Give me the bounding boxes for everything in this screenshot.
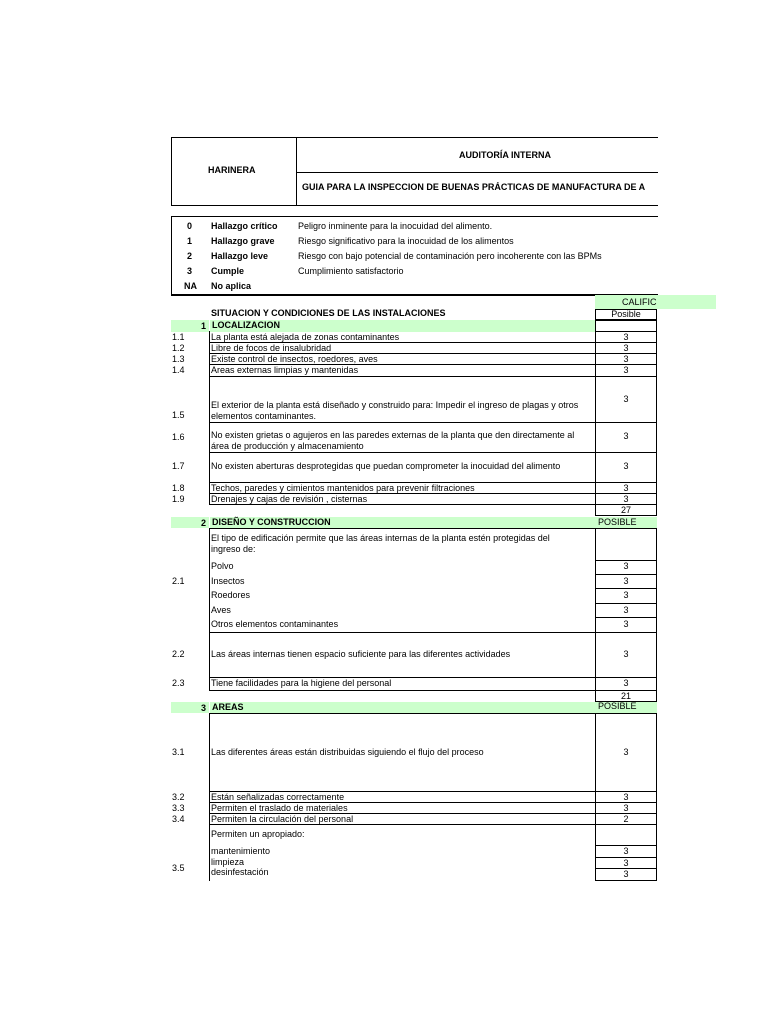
- section-number: 1: [201, 321, 207, 331]
- legend-label: Hallazgo leve: [211, 251, 269, 261]
- row-value: 3: [623, 576, 629, 586]
- row-value: 3: [623, 858, 629, 868]
- row-value: 3: [623, 590, 629, 600]
- row-text: Existe control de insectos, roedores, aves: [211, 354, 378, 364]
- row-text: desinfestación: [211, 867, 269, 877]
- row-value: 3: [623, 803, 629, 813]
- section-posible: POSIBLE: [598, 517, 637, 527]
- row-text: Roedores: [211, 590, 251, 600]
- posible-blank-cell: [595, 320, 657, 332]
- legend-code: 2: [187, 251, 193, 261]
- row-number: 3.2: [172, 792, 185, 802]
- section-total: 21: [620, 691, 631, 701]
- row-number: 1.3: [172, 354, 185, 364]
- section-posible: POSIBLE: [598, 701, 637, 711]
- row-value: 3: [623, 343, 629, 353]
- section-number: 2: [201, 518, 207, 528]
- row-text: Permiten la circulación del personal: [211, 814, 354, 824]
- row-value: 3: [623, 483, 629, 493]
- row-value: 3: [623, 354, 629, 364]
- row-text: Aves: [211, 605, 231, 615]
- section-heading: LOCALIZACION: [212, 320, 280, 330]
- legend-label: No aplica: [211, 281, 252, 291]
- row-text: limpieza: [211, 857, 245, 867]
- row-value: 3: [623, 561, 629, 571]
- row-number: 1.9: [172, 494, 185, 504]
- row-number: 2.2: [172, 649, 185, 659]
- row-value: 3: [623, 365, 629, 375]
- posible-header: Posible: [611, 309, 641, 319]
- row-number: 2.3: [172, 678, 185, 688]
- row-number: 3.5: [172, 863, 185, 873]
- row-text: El exterior de la planta está diseñado y construido para: Impedir el ingreso de plagas y otros elementos contaminantes.: [211, 400, 579, 421]
- row-number: 3.3: [172, 803, 185, 813]
- row-value: 3: [623, 494, 629, 504]
- row-text: Polvo: [211, 561, 234, 571]
- row-text: Drenajes y cajas de revisión , cisternas: [211, 494, 368, 504]
- row-number: 1.8: [172, 483, 185, 493]
- legend-code: NA: [184, 281, 197, 291]
- row-text: Las diferentes áreas están distribuidas siguiendo el flujo del proceso: [211, 747, 484, 757]
- row-number: 1.7: [172, 461, 185, 471]
- section-number: 3: [201, 703, 207, 713]
- row-number: 1.6: [172, 432, 185, 442]
- row-number: 1.5: [172, 410, 185, 420]
- legend-desc: Cumplimiento satisfactorio: [298, 266, 404, 276]
- legend-label: Hallazgo grave: [211, 236, 275, 246]
- document-subtitle: GUIA PARA LA INSPECCION DE BUENAS PRÁCTICAS DE MANUFACTURA DE A: [302, 182, 646, 192]
- row-text: Insectos: [211, 576, 245, 586]
- company-name: HARINERA: [208, 165, 256, 175]
- row-value: 3: [623, 605, 629, 615]
- row-text: El tipo de edificación permite que las áreas internas de la planta estén protegidas del ingreso de:: [211, 533, 550, 554]
- row-text: mantenimiento: [211, 846, 271, 856]
- section-bar: [210, 702, 657, 713]
- row-value: 3: [623, 678, 629, 688]
- section-heading: AREAS: [212, 702, 244, 712]
- row-number: 1.1: [172, 332, 185, 342]
- row-value: 3: [623, 869, 629, 879]
- row-number: 3.4: [172, 814, 185, 824]
- section-title: SITUACION Y CONDICIONES DE LAS INSTALACIONES: [211, 308, 446, 318]
- row-value: 3: [623, 792, 629, 802]
- row-value: 3: [623, 461, 629, 471]
- row-number: 1.2: [172, 343, 185, 353]
- legend-desc: Riesgo significativo para la inocuidad de los alimentos: [298, 236, 514, 246]
- row-text: Libre de focos de insalubridad: [211, 343, 332, 353]
- row-value: 3: [623, 649, 629, 659]
- row-value: 3: [623, 394, 629, 404]
- row-value: 3: [623, 332, 629, 342]
- row-number: 3.1: [172, 747, 185, 757]
- row-value: 3: [623, 619, 629, 629]
- row-text: Otros elementos contaminantes: [211, 619, 339, 629]
- row-text: No existen grietas o agujeros en las paredes externas de la planta que den directamente al área de producción y almacenamiento: [211, 430, 575, 451]
- row-value: 3: [623, 747, 629, 757]
- row-value: 3: [623, 846, 629, 856]
- legend-desc: Peligro inminente para la inocuidad del alimento.: [298, 221, 493, 231]
- row-text: Techos, paredes y cimientos mantenidos para prevenir filtraciones: [211, 483, 475, 493]
- legend-code: 0: [187, 221, 193, 231]
- row-text: Areas externas limpias y mantenidas: [211, 365, 359, 375]
- row-text: Están señalizadas correctamente: [211, 792, 345, 802]
- legend-label: Hallazgo crítico: [211, 221, 278, 231]
- section-total: 27: [620, 505, 631, 515]
- row-value: 3: [623, 431, 629, 441]
- legend-code: 3: [187, 266, 193, 276]
- row-text: Permiten un apropiado:: [211, 829, 305, 839]
- section-heading: DISEÑO Y CONSTRUCCION: [212, 517, 331, 527]
- legend-desc: Riesgo con bajo potencial de contaminación pero incoherente con las BPMs: [298, 251, 602, 261]
- row-value: 2: [623, 814, 629, 824]
- row-number: 2.1: [172, 576, 185, 586]
- legend-label: Cumple: [211, 266, 245, 276]
- row-text: No existen aberturas desprotegidas que puedan comprometer la inocuidad del alimento: [211, 461, 561, 471]
- row-text: La planta está alejada de zonas contaminantes: [211, 332, 400, 342]
- row-number: 1.4: [172, 365, 185, 375]
- legend-code: 1: [187, 236, 193, 246]
- document-title: AUDITORÍA INTERNA: [459, 150, 551, 160]
- calif-header: CALIFIC: [622, 297, 657, 307]
- row-text: Las áreas internas tienen espacio suficiente para las diferentes actividades: [211, 649, 511, 659]
- row-text: Permiten el traslado de materiales: [211, 803, 348, 813]
- row-text: Tiene facilidades para la higiene del personal: [211, 678, 392, 688]
